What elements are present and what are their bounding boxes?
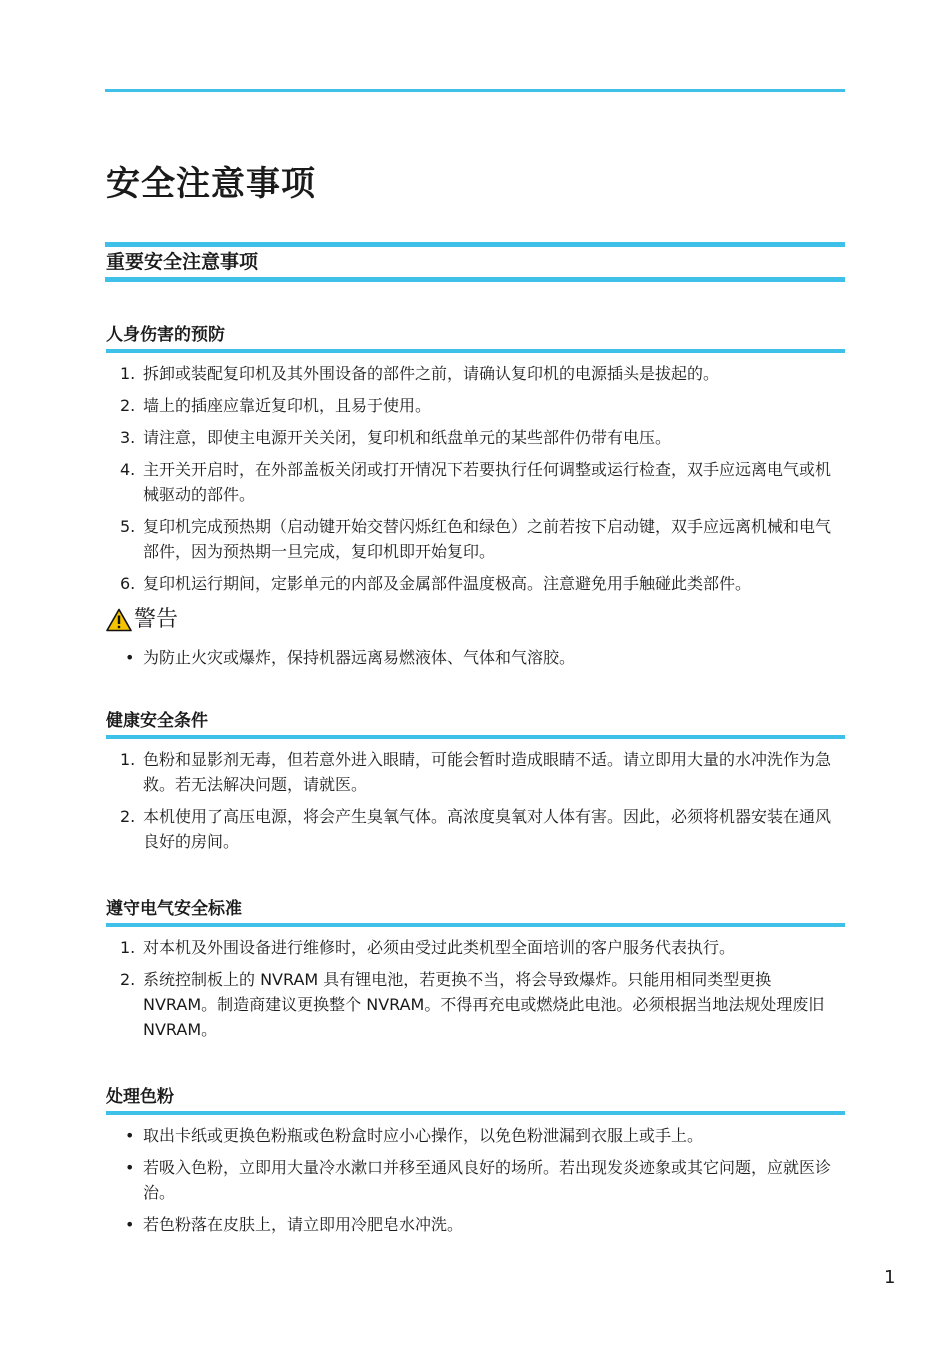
list-item: [106, 571, 845, 596]
banner-bottom-rule: [105, 277, 845, 282]
section-toner: [106, 1084, 845, 1244]
list-item: [106, 1212, 845, 1237]
bullet-list: [106, 1123, 845, 1237]
list-item: [106, 967, 845, 1042]
section-title: 处理色粉: [106, 1087, 174, 1107]
list-item: [106, 1123, 845, 1148]
list-item: [106, 804, 845, 854]
top-rule: [105, 89, 845, 92]
item-number: 6.: [120, 574, 136, 593]
list-item: [106, 935, 845, 960]
section-title: 健康安全条件: [106, 711, 208, 731]
list-item: [106, 514, 845, 564]
numbered-list: [106, 361, 845, 596]
section-injury: [106, 322, 845, 603]
item-number: 2.: [120, 396, 136, 415]
section-underline: [106, 349, 845, 353]
section-banner: [106, 246, 845, 279]
numbered-list: [106, 935, 845, 1042]
warning-icon: [106, 608, 132, 632]
item-number: 5.: [120, 517, 136, 536]
item-text: 复印机完成预热期（启动键开始交替闪烁红色和绿色）之前若按下启动键，双手应远离机械和电气部件，因为预热期一旦完成，复印机即开始复印。: [143, 517, 832, 561]
item-text: 对本机及外围设备进行维修时，必须由受过此类机型全面培训的客户服务代表执行。: [143, 938, 736, 957]
item-text: 复印机运行期间，定影单元的内部及金属部件温度极高。注意避免用手触碰此类部件。: [143, 574, 752, 593]
bullet: •: [125, 1158, 135, 1177]
page-number: 1: [884, 1267, 896, 1288]
item-text: 请注意，即使主电源开关关闭，复印机和纸盘单元的某些部件仍带有电压。: [143, 428, 672, 447]
bullet: •: [125, 1215, 135, 1234]
item-text: 墙上的插座应靠近复印机，且易于使用。: [143, 396, 432, 415]
numbered-list: [106, 747, 845, 854]
list-item: [106, 747, 845, 797]
item-text: 拆卸或装配复印机及其外围设备的部件之前，请确认复印机的电源插头是拔起的。: [143, 364, 720, 383]
item-number: 1.: [120, 364, 136, 383]
item-number: 1.: [120, 938, 136, 957]
section-underline: [106, 1111, 845, 1115]
section-underline: [106, 735, 845, 739]
list-item: [106, 1155, 845, 1205]
section-title: 遵守电气安全标准: [106, 899, 242, 919]
item-text: 若吸入色粉，立即用大量冷水漱口并移至通风良好的场所。若出现发炎迹象或其它问题，应就医诊治。: [143, 1158, 832, 1202]
banner-title: 重要安全注意事项: [106, 251, 259, 273]
page-title: 安全注意事项: [106, 164, 316, 204]
item-number: 2.: [120, 970, 136, 989]
item-text: 系统控制板上的 NVRAM 具有锂电池，若更换不当，将会导致爆炸。只能用相同类型更换 NVRAM。制造商建议更换整个 NVRAM。不得再充电或燃烧此电池。必须根据当地法规处理废旧 NVRAM。: [143, 970, 825, 1039]
item-number: 1.: [120, 750, 136, 769]
list-item: [106, 361, 845, 386]
list-item: [106, 645, 845, 670]
item-text: 为防止火灾或爆炸，保持机器远离易燃液体、气体和气溶胶。: [143, 648, 576, 667]
bullet: •: [125, 648, 135, 667]
item-text: 本机使用了高压电源，将会产生臭氧气体。高浓度臭氧对人体有害。因此，必须将机器安装在通风良好的房间。: [143, 807, 832, 851]
item-number: 3.: [120, 428, 136, 447]
item-number: 4.: [120, 460, 136, 479]
warning-label: 警告: [134, 607, 179, 632]
bullet: •: [125, 1126, 135, 1145]
item-text: 取出卡纸或更换色粉瓶或色粉盒时应小心操作，以免色粉泄漏到衣服上或手上。: [143, 1126, 704, 1145]
list-item: [106, 393, 845, 418]
list-item: [106, 457, 845, 507]
section-title: 人身伤害的预防: [106, 325, 225, 345]
warning-list: [106, 645, 845, 677]
list-item: [106, 425, 845, 450]
banner-top-rule: [105, 242, 845, 247]
section-underline: [106, 923, 845, 927]
section-health: [106, 708, 845, 861]
item-text: 主开关开启时，在外部盖板关闭或打开情况下若要执行任何调整或运行检查，双手应远离电气或机械驱动的部件。: [143, 460, 832, 504]
item-text: 色粉和显影剂无毒，但若意外进入眼睛，可能会暂时造成眼睛不适。请立即用大量的水冲洗作为急救。若无法解决问题，请就医。: [143, 750, 832, 794]
item-text: 若色粉落在皮肤上，请立即用冷肥皂水冲洗。: [143, 1215, 464, 1234]
item-number: 2.: [120, 807, 136, 826]
section-electrical: [106, 896, 845, 1049]
